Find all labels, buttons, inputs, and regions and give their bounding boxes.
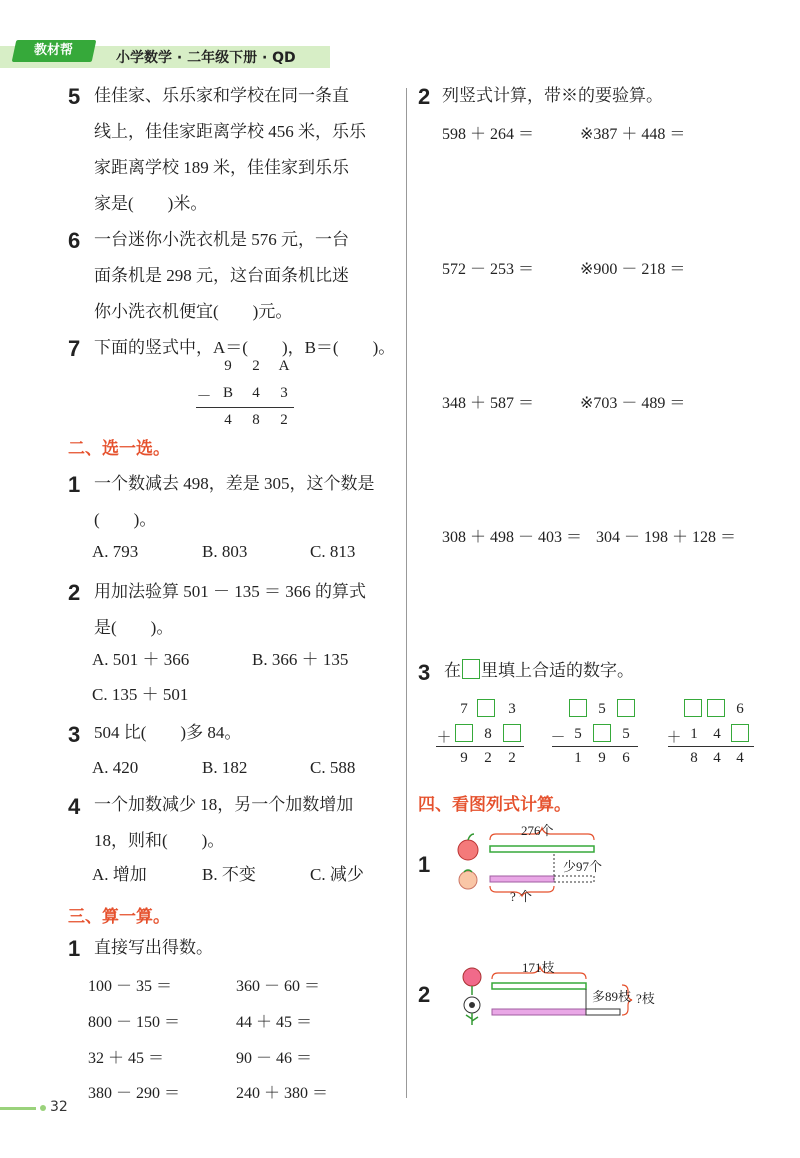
calc-item: 32 ＋ 45 ＝ (88, 1050, 165, 1067)
calc-item: 90 － 46 ＝ (236, 1050, 313, 1067)
question-number: 6 (68, 228, 81, 253)
total-label: 276个 (521, 823, 554, 838)
digit: 2 (252, 358, 260, 374)
fill-instruction (444, 653, 634, 689)
text-line: 是( )。 (94, 618, 174, 637)
calc-instruction: 直接写出得数。 (94, 938, 213, 957)
digit-blank[interactable] (503, 724, 521, 742)
question-number: 4 (68, 794, 81, 819)
question-number: 2 (418, 84, 431, 109)
plus-sign: ＋ (666, 730, 682, 746)
digit-blank[interactable] (617, 699, 635, 717)
question-number: 2 (68, 580, 81, 605)
calc-item: ※387 ＋ 448 ＝ (580, 126, 686, 143)
option-a[interactable]: A. 420 (92, 758, 139, 777)
column-divider (406, 88, 407, 1098)
calc-item: 800 － 150 ＝ (88, 1014, 181, 1031)
digit: 4 (713, 726, 721, 742)
option-a[interactable]: A. 501 ＋ 366 (92, 650, 190, 669)
digit: 4 (224, 412, 232, 428)
option-b[interactable]: B. 366 ＋ 135 (252, 650, 349, 669)
calc-item: 240 ＋ 380 ＝ (236, 1085, 329, 1102)
question-number: 1 (68, 472, 81, 497)
digit-blank[interactable] (477, 699, 495, 717)
question-label: ?枝 (636, 991, 655, 1006)
section-heading: 四、看图列式计算。 (418, 795, 571, 815)
choice-4-text (94, 787, 353, 859)
option-b[interactable]: B. 803 (202, 542, 248, 561)
question-number: 3 (68, 722, 81, 747)
chrysanthemum-icon (464, 997, 480, 1025)
digit: 4 (736, 750, 744, 766)
calc-item: 572 － 253 ＝ (442, 261, 535, 278)
diff-bar (586, 1009, 620, 1015)
digit-blank[interactable] (455, 724, 473, 742)
question-5-text (94, 78, 366, 222)
digit: 9 (598, 750, 606, 766)
rose-icon (463, 968, 481, 995)
digit-blank[interactable] (731, 724, 749, 742)
question-label: ? 个 (510, 889, 533, 904)
question-6-text (94, 222, 349, 330)
digit: 4 (713, 750, 721, 766)
apple-icon (458, 834, 478, 860)
total-label: 171枝 (522, 960, 555, 975)
digit: 8 (690, 750, 698, 766)
question-number: 1 (418, 852, 431, 877)
option-c[interactable]: C. 588 (310, 758, 356, 777)
result-line (668, 746, 754, 747)
calc-item: 308 ＋ 498 － 403 ＝ (442, 529, 583, 546)
text-line: 佳佳家、乐乐家和学校在同一条直 (94, 86, 349, 105)
chrysanthemum-bar (492, 1009, 586, 1015)
text-line: 一台迷你小洗衣机是 576 元，一台 (94, 230, 349, 249)
option-a[interactable]: A. 增加 (92, 865, 147, 884)
diff-bar (554, 876, 594, 882)
question-7-text: 下面的竖式中，A＝( )，B＝( )。 (94, 338, 396, 357)
digit: 6 (622, 750, 630, 766)
digit: 2 (484, 750, 492, 766)
result-line (552, 746, 638, 747)
text-line: 面条机是 298 元，这台面条机比迷 (94, 266, 349, 285)
result-line (436, 746, 524, 747)
digit: 9 (460, 750, 468, 766)
digit: 8 (252, 412, 260, 428)
digit: 6 (736, 701, 744, 717)
question-number: 7 (68, 336, 81, 361)
text-line: 18，则和( )。 (94, 831, 225, 850)
choice-3-text: 504 比( )多 84。 (94, 723, 242, 742)
digit: 3 (280, 385, 288, 401)
footer-dot (40, 1105, 46, 1111)
digit: 1 (690, 726, 698, 742)
apple-bar (490, 846, 594, 852)
calc-item: 380 － 290 ＝ (88, 1085, 181, 1102)
digit-blank[interactable] (684, 699, 702, 717)
calc-item: 100 － 35 ＝ (88, 978, 173, 995)
option-b[interactable]: B. 182 (202, 758, 248, 777)
digit: 7 (460, 701, 468, 717)
digit: 5 (598, 701, 606, 717)
choice-1-text (94, 466, 375, 538)
minus-sign: － (550, 730, 566, 746)
rose-bar (492, 983, 586, 989)
text-line: 线上，佳佳家距离学校 456 米，乐乐 (94, 122, 366, 141)
question-number: 1 (68, 936, 81, 961)
text-line: 一个加数减少 18，另一个加数增加 (94, 795, 354, 814)
question-number: 5 (68, 84, 81, 109)
question-number: 3 (418, 660, 431, 685)
digit: 8 (484, 726, 492, 742)
text-part: 在 (444, 661, 461, 680)
textbook-badge: 教材帮 (12, 40, 97, 62)
option-c[interactable]: C. 135 ＋ 501 (92, 685, 189, 704)
digit: 5 (622, 726, 630, 742)
calc-item: 360 － 60 ＝ (236, 978, 321, 995)
digit: B (222, 385, 233, 401)
peach-bar (490, 876, 554, 882)
text-part: 里填上合适的数字。 (481, 661, 634, 680)
calc-item: 348 ＋ 587 ＝ (442, 395, 535, 412)
digit-blank[interactable] (707, 699, 725, 717)
text-line: 一个数减去 498，差是 305，这个数是 (94, 474, 375, 493)
text-line: 家距离学校 189 米，佳佳家到乐乐 (94, 158, 349, 177)
green-box-icon (462, 659, 480, 679)
digit: 5 (574, 726, 582, 742)
peach-icon (459, 870, 477, 889)
text-line: 用加法验算 501 － 135 ＝ 366 的算式 (94, 582, 366, 601)
header-title: 小学数学 · 二年级下册 · QD (116, 50, 296, 66)
written-calc-instruction: 列竖式计算，带※的要验算。 (442, 86, 663, 105)
digit: 4 (252, 385, 260, 401)
diff-label: 多89枝 (592, 989, 632, 1004)
option-c[interactable]: C. 减少 (310, 865, 364, 884)
plus-sign: ＋ (436, 730, 452, 746)
section-heading: 三、算一算。 (68, 907, 170, 927)
diff-label: 少97个 (563, 859, 603, 874)
question-number: 2 (418, 982, 431, 1007)
digit: 2 (280, 412, 288, 428)
result-line (196, 407, 294, 408)
option-a[interactable]: A. 793 (92, 542, 139, 561)
choice-2-text (94, 574, 366, 646)
text-line: ( )。 (94, 510, 157, 529)
option-c[interactable]: C. 813 (310, 542, 356, 561)
calc-item: 304 － 198 ＋ 128 ＝ (596, 529, 737, 546)
digit: 1 (574, 750, 582, 766)
minus-sign: － (196, 389, 212, 405)
option-b[interactable]: B. 不变 (202, 865, 256, 884)
text-line: 你小洗衣机便宜( )元。 (94, 302, 293, 321)
digit: 9 (224, 358, 232, 374)
page-number: 32 (50, 1099, 68, 1115)
text-line: 家是( )米。 (94, 194, 208, 213)
digit: 2 (508, 750, 516, 766)
section-heading: 二、选一选。 (68, 439, 170, 459)
digit: A (278, 358, 290, 374)
digit: 3 (508, 701, 516, 717)
calc-item: 598 ＋ 264 ＝ (442, 126, 535, 143)
calc-item: 44 ＋ 45 ＝ (236, 1014, 313, 1031)
calc-item: ※900 － 218 ＝ (580, 261, 686, 278)
digit-blank[interactable] (569, 699, 587, 717)
digit-blank[interactable] (593, 724, 611, 742)
calc-item: ※703 － 489 ＝ (580, 395, 686, 412)
footer-line (0, 1107, 36, 1110)
